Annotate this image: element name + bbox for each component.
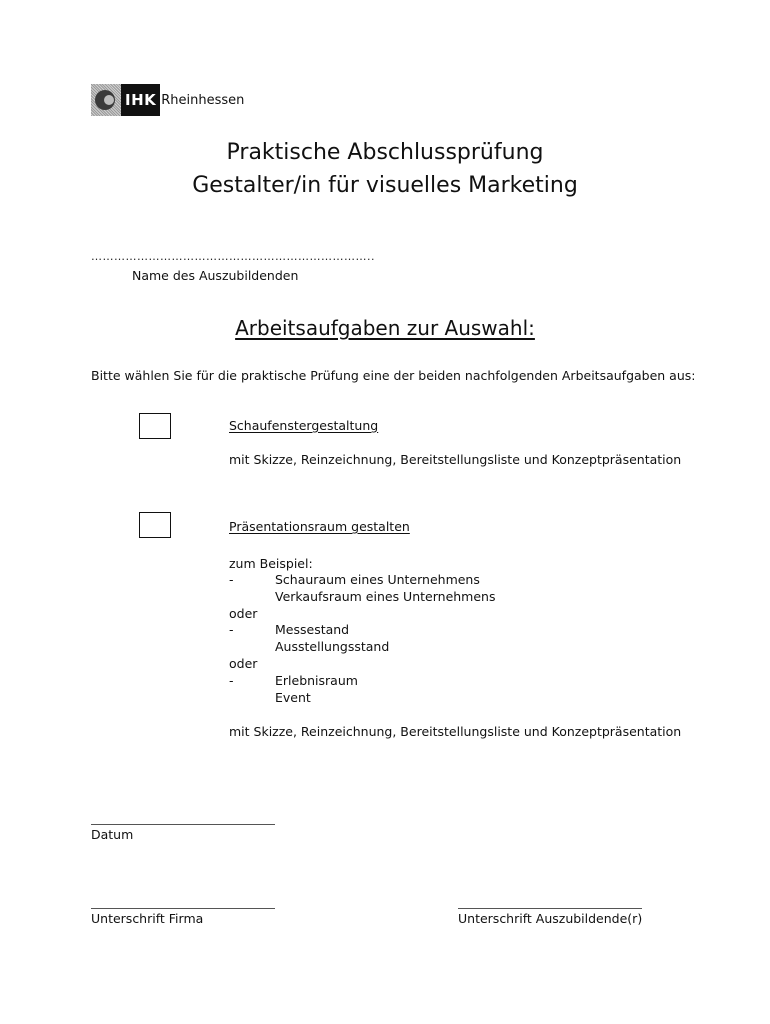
- signature-firma-label: Unterschrift Firma: [91, 911, 204, 926]
- list-separator: oder: [229, 655, 258, 671]
- logo-org-text: IHK: [125, 91, 157, 109]
- option-2-title: Präsentationsraum gestalten: [229, 519, 410, 534]
- option-1-description: mit Skizze, Reinzeichnung, Bereitstellungsliste und Konzeptpräsentation: [229, 452, 682, 467]
- logo-region-text: Rheinhessen: [161, 92, 245, 108]
- name-input-line[interactable]: ………………………………………………………………..: [91, 250, 375, 263]
- signature-azubi-label: Unterschrift Auszubildende(r): [458, 911, 643, 926]
- option-1-checkbox[interactable]: [139, 413, 171, 439]
- list-item: - Messestand: [229, 622, 350, 638]
- list-separator: oder: [229, 605, 258, 621]
- option-2-intro: zum Beispiel:: [229, 556, 313, 571]
- list-item: - Schauraum eines Unternehmens: [229, 572, 480, 587]
- option-2-checkbox[interactable]: [139, 512, 171, 538]
- list-item: Ausstellungsstand: [275, 639, 390, 655]
- page-title-line1: Praktische Abschlussprüfung: [226, 140, 544, 165]
- option-2-description: mit Skizze, Reinzeichnung, Bereitstellungsliste und Konzeptpräsentation: [229, 724, 682, 739]
- name-label: Name des Auszubildenden: [132, 268, 299, 283]
- option-2-examples-list: [229, 572, 649, 706]
- ihk-emblem-icon: [91, 84, 121, 116]
- datum-line[interactable]: [91, 824, 275, 825]
- list-item: Verkaufsraum eines Unternehmens: [275, 588, 496, 604]
- list-item: Event: [275, 689, 311, 705]
- ihk-logo: [91, 84, 244, 116]
- signature-firma-line[interactable]: [91, 908, 275, 909]
- section-heading: Arbeitsaufgaben zur Auswahl:: [235, 316, 535, 340]
- signature-azubi-line[interactable]: [458, 908, 642, 909]
- section-intro: Bitte wählen Sie für die praktische Prüfung eine der beiden nachfolgenden Arbeitsaufgaben aus:: [91, 368, 696, 383]
- list-item: - Erlebnisraum: [229, 672, 358, 688]
- datum-label: Datum: [91, 827, 134, 842]
- page-title-line2: Gestalter/in für visuelles Marketing: [192, 173, 578, 198]
- option-1-title: Schaufenstergestaltung: [229, 418, 379, 433]
